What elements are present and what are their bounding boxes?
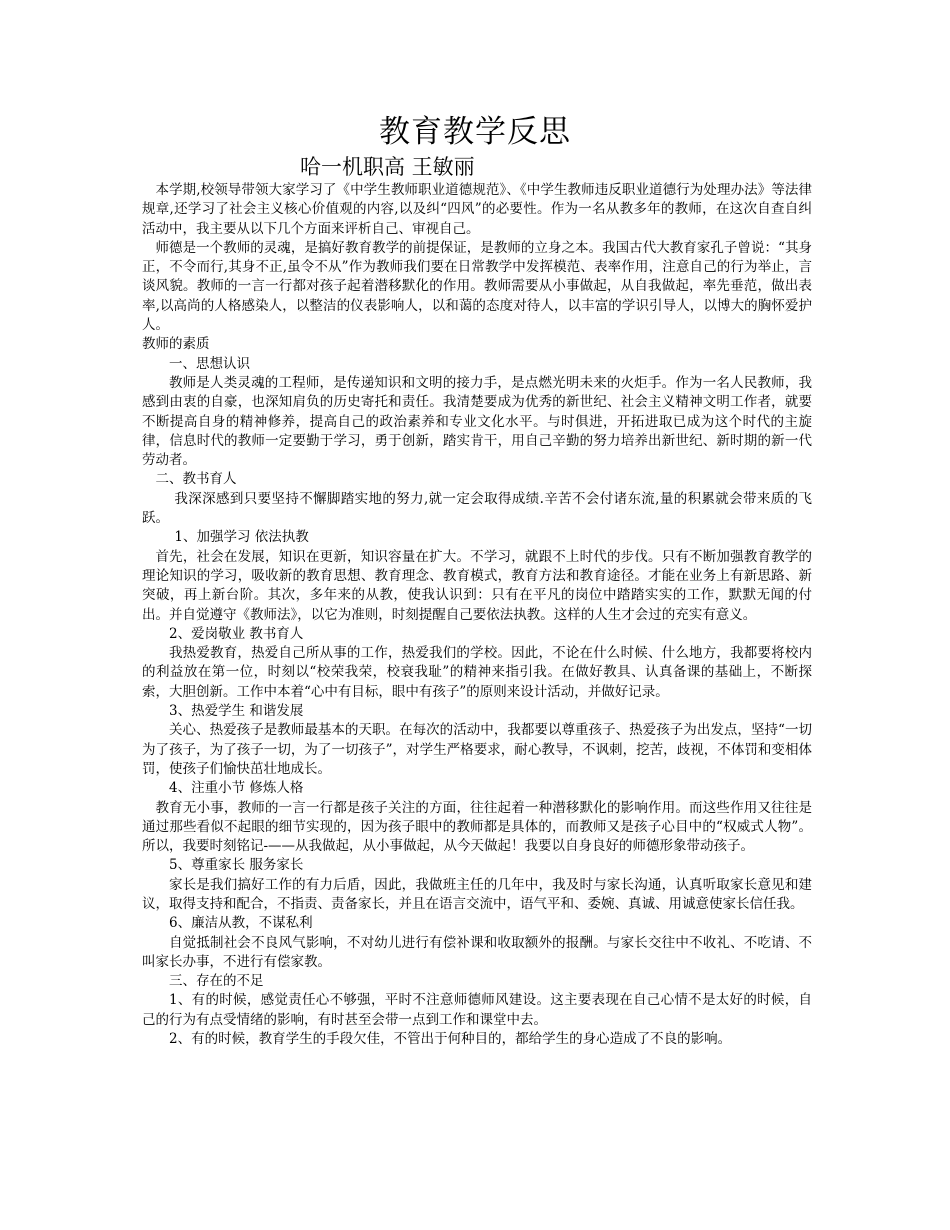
paragraph: 自觉抵制社会不良风气影响，不对幼儿进行有偿补课和收取额外的报酬。与家长交往中不收礼、不吃请、不叫家长办事，不进行有偿家教。	[142, 934, 812, 970]
section-heading: 教师的素质	[142, 336, 210, 353]
document-title: 教育教学反思	[379, 114, 571, 150]
paragraph: 师德是一个教师的灵魂，是搞好教育教学的前提保证，是教师的立身之本。我国古代大教育家孔子曾说：“其身正，不令而行,其身不正,虽令不从”作为教师我们要在日常教学中发挥模范、表率作用，注意自己的行为举止，言谈风貌。教师的一言一行都对孩子起着潜移默化的作用。教师需要从小事做起，从自我做起，率先垂范，做出表率,以高尚的人格感染人，以整洁的仪表影响人，以和蔼的态度对待人，以丰富的学识引导人，以博大的胸怀爱护人。	[142, 239, 812, 334]
section-heading: 二、教书育人	[155, 471, 237, 488]
document-author: 哈一机职高 王敏丽	[300, 155, 475, 179]
subsection-heading: 2、爱岗敬业 教书育人	[169, 625, 304, 642]
section-heading: 一、思想认识	[169, 355, 250, 372]
subsection-heading: 4、注重小节 修炼人格	[169, 780, 304, 797]
paragraph: 1、有的时候，感觉责任心不够强，平时不注意师德师风建设。这主要表现在自己心情不是太好的时候，自己的行为有点受情绪的影响，有时甚至会带一点到工作和课堂中去。	[142, 992, 812, 1028]
paragraph: 首先，社会在发展，知识在更新，知识容量在扩大。不学习，就跟不上时代的步伐。只有不断加强教育教学的理论知识的学习，吸收新的教育思想、教育理念、教育模式，教育方法和教育途径。才能在业务上有新思路、新突破，再上新台阶。其次，多年来的从教，使我认识到：只有在平凡的岗位中踏踏实实的工作，默默无闻的付出。并自觉遵守《教师法》，以它为准则，时刻提醒自己要依法执教。这样的人生才会过的充实有意义。	[142, 548, 812, 623]
paragraph: 我深深感到只要坚持不懈脚踏实地的努力,就一定会取得成绩.辛苦不会付诸东流,量的积累就会带来质的飞跃。	[142, 490, 812, 527]
paragraph: 教育无小事，教师的一言一行都是孩子关注的方面，往往起着一种潜移默化的影响作用。而这些作用又往往是通过那些看似不起眼的细节实现的，因为孩子眼中的教师都是具体的，而教师又是孩子心目中的“权威式人物”。所以，我要时刻铭记-——从我做起，从小事做起，从今天做起！我要以自身良好的师德形象带动孩子。	[142, 799, 812, 855]
paragraph: 我热爱教育，热爱自己所从事的工作，热爱我们的学校。因此，不论在什么时候、什么地方，我都要将校内的利益放在第一位，时刻以“校荣我荣，校衰我耻”的精神来指引我。在做好教具、认真备课的基础上，不断探索，大胆创新。工作中本着“心中有目标，眼中有孩子”的原则来设计活动，并做好记录。	[142, 645, 812, 700]
paragraph: 本学期,校领导带领大家学习了《中学生教师职业道德规范》、《中学生教师违反职业道德行为处理办法》等法律规章,还学习了社会主义核心价值观的内容,以及纠“四风”的必要性。作为一名从教多年的教师，在这次自查自纠活动中，我主要从以下几个方面来评析自己、审视自己。	[142, 182, 812, 237]
subsection-heading: 5、尊重家长 服务家长	[169, 857, 304, 874]
subsection-heading: 3、热爱学生 和谐发展	[169, 703, 304, 720]
section-heading: 三、存在的不足	[169, 973, 264, 990]
document-body	[142, 181, 812, 1049]
paragraph: 2、有的时候，教育学生的手段欠佳，不管出于何种目的，都给学生的身心造成了不良的影响。	[169, 1031, 732, 1048]
subsection-heading: 1、加强学习 依法执教	[174, 529, 309, 546]
paragraph: 家长是我们搞好工作的有力后盾，因此，我做班主任的几年中，我及时与家长沟通，认真听取家长意见和建议，取得支持和配合，不指责、责备家长，并且在语言交流中，语气平和、委婉、真诚、用诚意使家长信任我。	[142, 876, 812, 912]
subsection-heading: 6、廉洁从教，不谋私利	[169, 915, 313, 932]
paragraph: 教师是人类灵魂的工程师，是传递知识和文明的接力手，是点燃光明未来的火炬手。作为一名人民教师，我感到由衷的自豪，也深知肩负的历史寄托和责任。我清楚要成为优秀的新世纪、社会主义精神文明工作者，就要不断提高自身的精神修养，提高自己的政治素养和专业文化水平。与时俱进，开拓进取已成为这个时代的主旋律，信息时代的教师一定要勤于学习，勇于创新，踏实肯干，用自己辛勤的努力培养出新世纪、新时期的新一代劳动者。	[142, 374, 812, 469]
paragraph: 关心、热爱孩子是教师最基本的天职。在每次的活动中，我都要以尊重孩子、热爱孩子为出发点，坚持“一切为了孩子，为了孩子一切，为了一切孩子”，对学生严格要求，耐心教导，不讽刺，挖苦，歧视，不体罚和变相体罚，使孩子们愉快茁壮地成长。	[142, 722, 812, 777]
